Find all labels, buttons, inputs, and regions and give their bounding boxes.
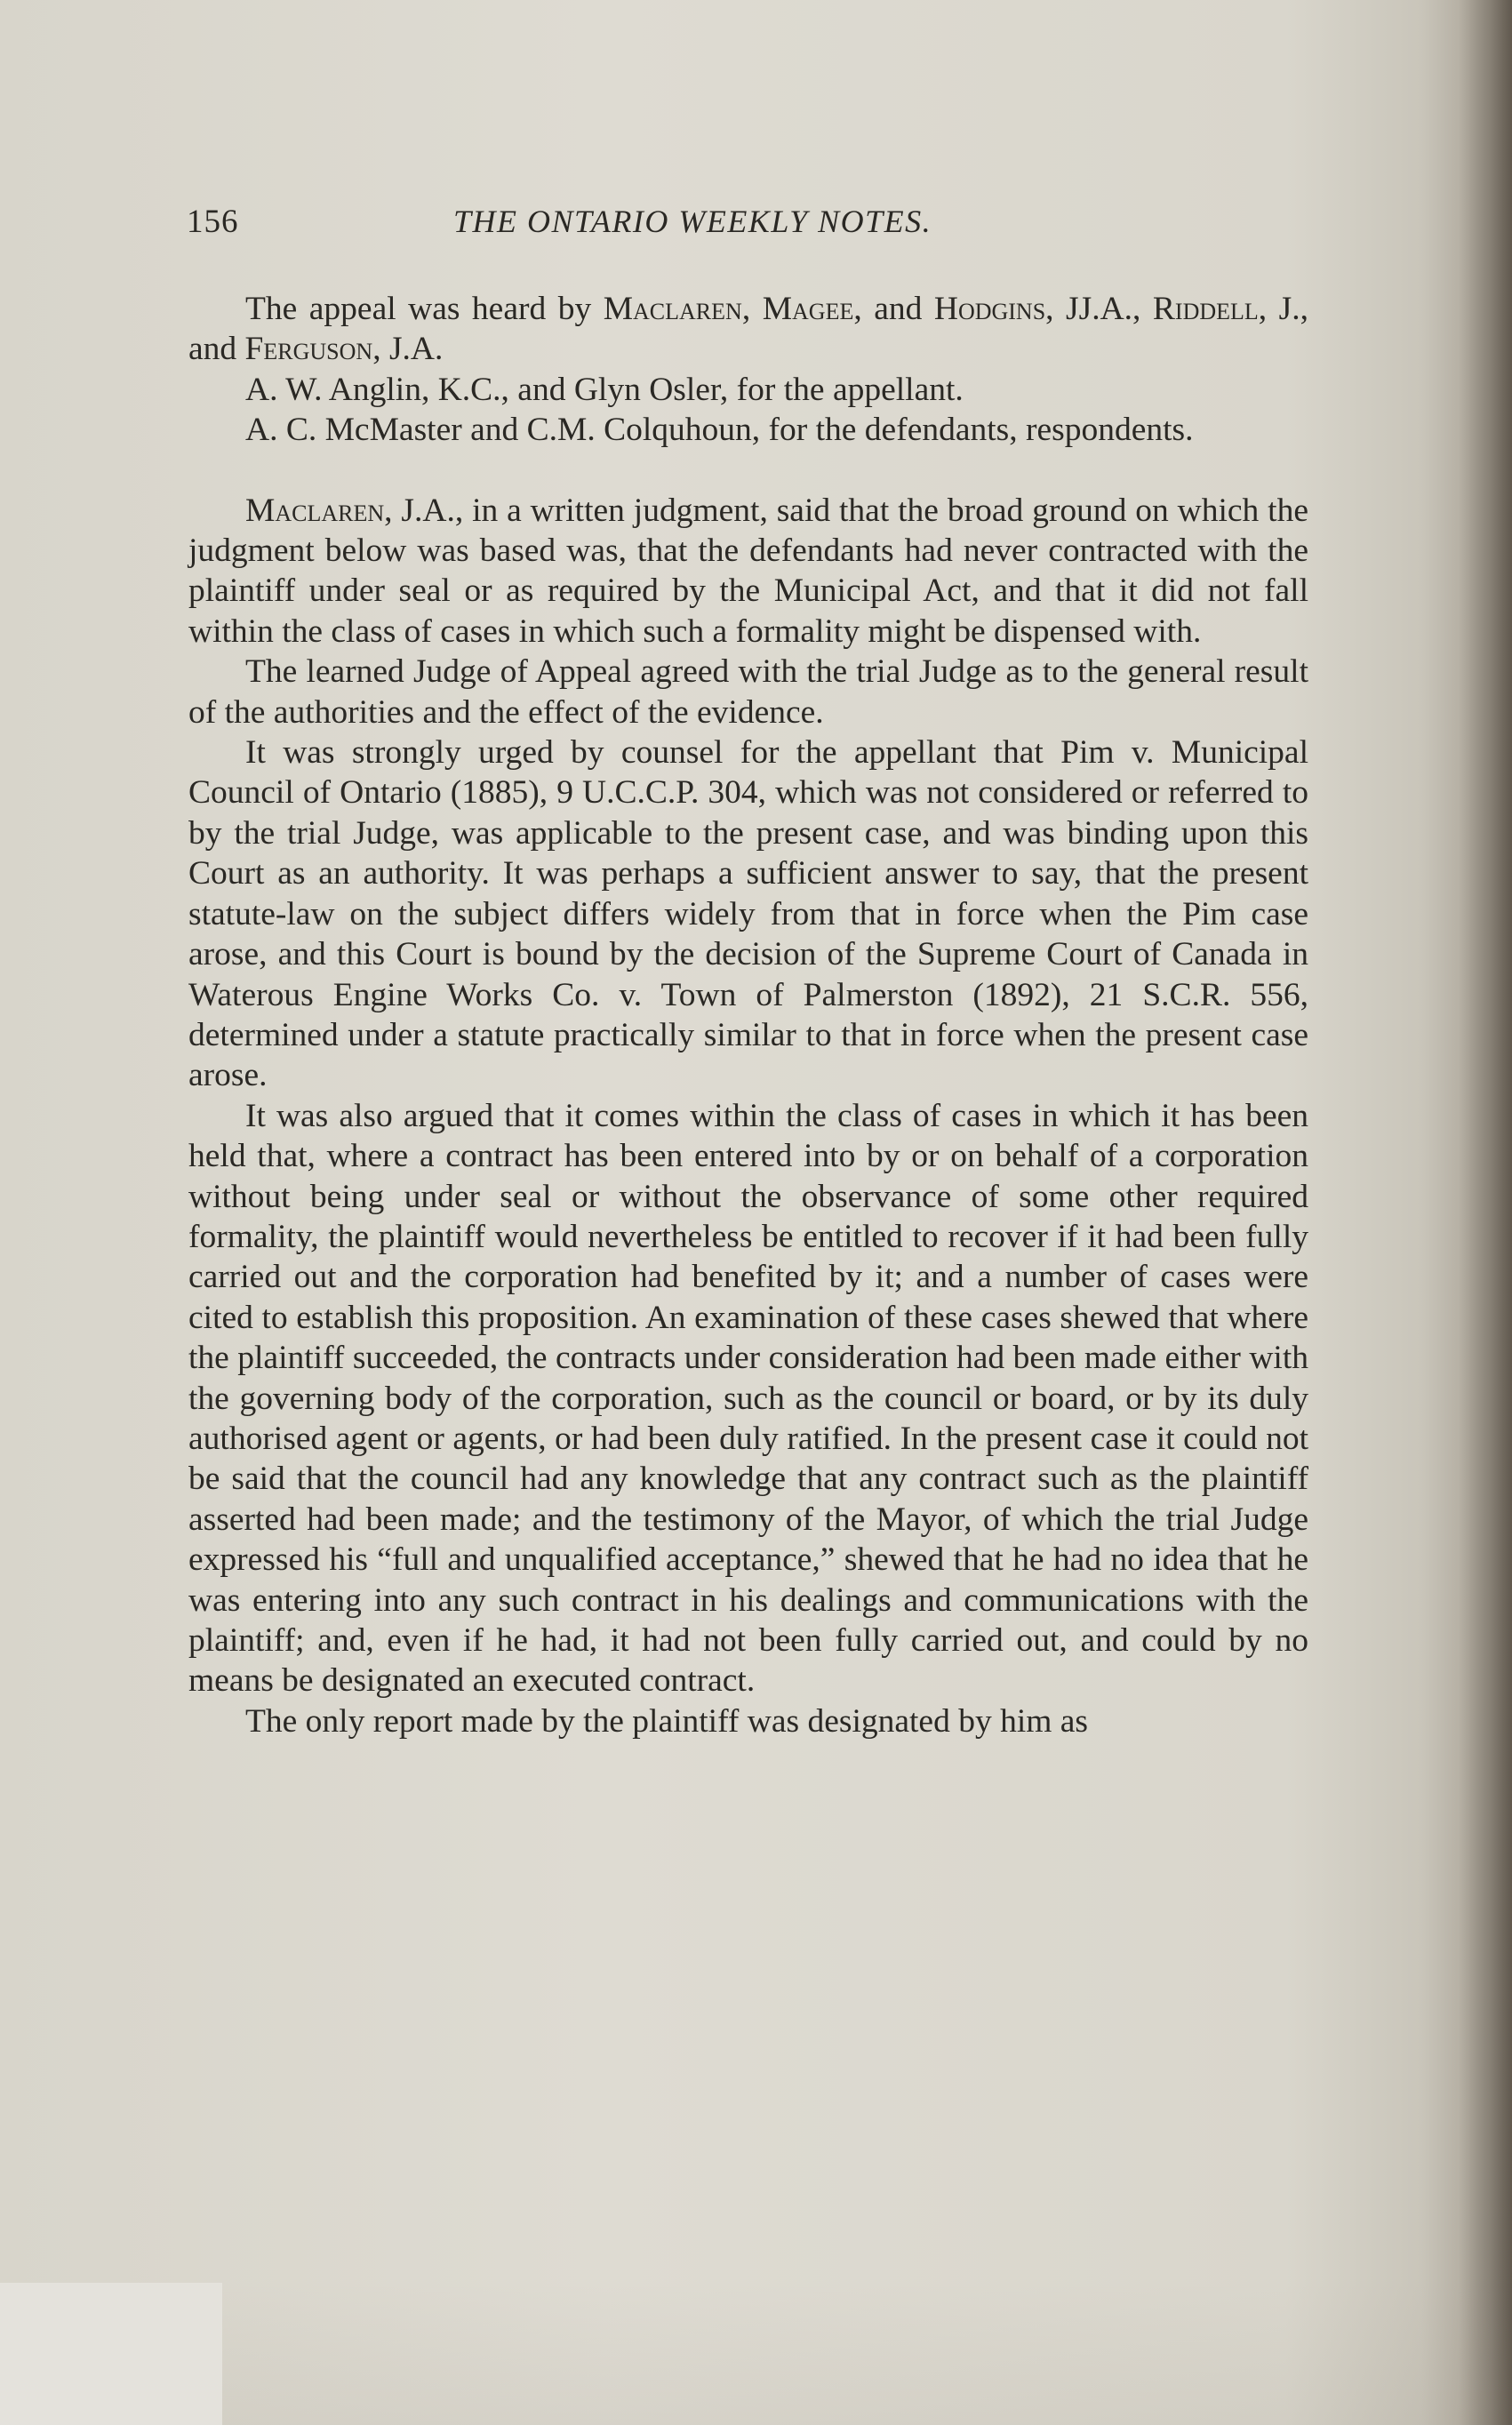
running-title: THE ONTARIO WEEKLY NOTES. — [453, 204, 932, 239]
paragraph-agreement: The learned Judge of Appeal agreed with the trial Judge as to the general result of the authorities and the effect of the evidence. — [188, 653, 1308, 731]
scan-corner-patch — [0, 2283, 222, 2425]
book-spine-shadow — [1459, 0, 1512, 2425]
page-bottom-shade — [0, 2283, 1512, 2425]
paragraph-report: The only report made by the plaintiff was designated by him as — [245, 1702, 1089, 1740]
running-header — [187, 203, 1298, 247]
paragraph-judgment-opening: Maclaren, J.A., in a written judgment, said that the broad ground on which the judgment below was based was, that the defendants had never contracted with the plaintiff under seal or as required by the Municipal Act, and that it did not fall within the class of cases in which such a formality might be dispensed with. — [188, 492, 1308, 650]
paragraph-counsel-respondents: A. C. McMaster and C.M. Colquhoun, for the defendants, respondents. — [245, 412, 1194, 449]
paragraph-pim-argument: It was strongly urged by counsel for the appellant that Pim v. Municipal Council of Ontario (1885), 9 U.C.C.P. 304, which was not considered or referred to by the trial Judge, was applicable to the present case, and was binding upon this Court as an authority. It was perhaps a sufficient answer to say, that the present statute-law on the subject differs widely from that in force when the Pim case arose, and this Court is bound by the decision of the Supreme Court of Canada in Waterous Engine Works Co. v. Town of Palmerston (1892), 21 S.C.R. 556, determined under a statute practically similar to that in force when the present case arose. — [188, 734, 1308, 1094]
page-number: 156 — [187, 204, 239, 240]
paragraph-counsel-appellant: A. W. Anglin, K.C., and Glyn Osler, for the appellant. — [245, 371, 964, 408]
paragraph-bench: The appeal was heard by Maclaren, Magee, and Hodgins, JJ.A., Riddell, J., and Ferguson, J.A. — [188, 291, 1309, 368]
paragraph-formality-argument: It was also argued that it comes within the class of cases in which it has been held that, where a contract has been entered into by or on behalf of a corporation without being under seal or without the observance of some other required formality, the plaintiff would nevertheless be entitled to recover if it had been fully carried out and the corporation had benefited by it; and a number of cases were cited to establish this proposition. An examination of these cases shewed that where the plaintiff succeeded, the contracts under consideration had been made either with the governing body of the corporation, such as the council or board, or by its duly authorised agent or agents, or had been duly ratified. In the present case it could not be said that the council had any knowledge that any contract such as the plaintiff asserted had been made; and the testimony of the Mayor, of which the trial Judge expressed his “full and unqualified acceptance,” shewed that he had no idea that he was entering into any such contract in his dealings and communications with the plaintiff; and, even if he had, it had not been fully carried out, and could by no means be designated an executed contract. — [188, 1097, 1308, 1700]
body-text — [188, 289, 1308, 1741]
